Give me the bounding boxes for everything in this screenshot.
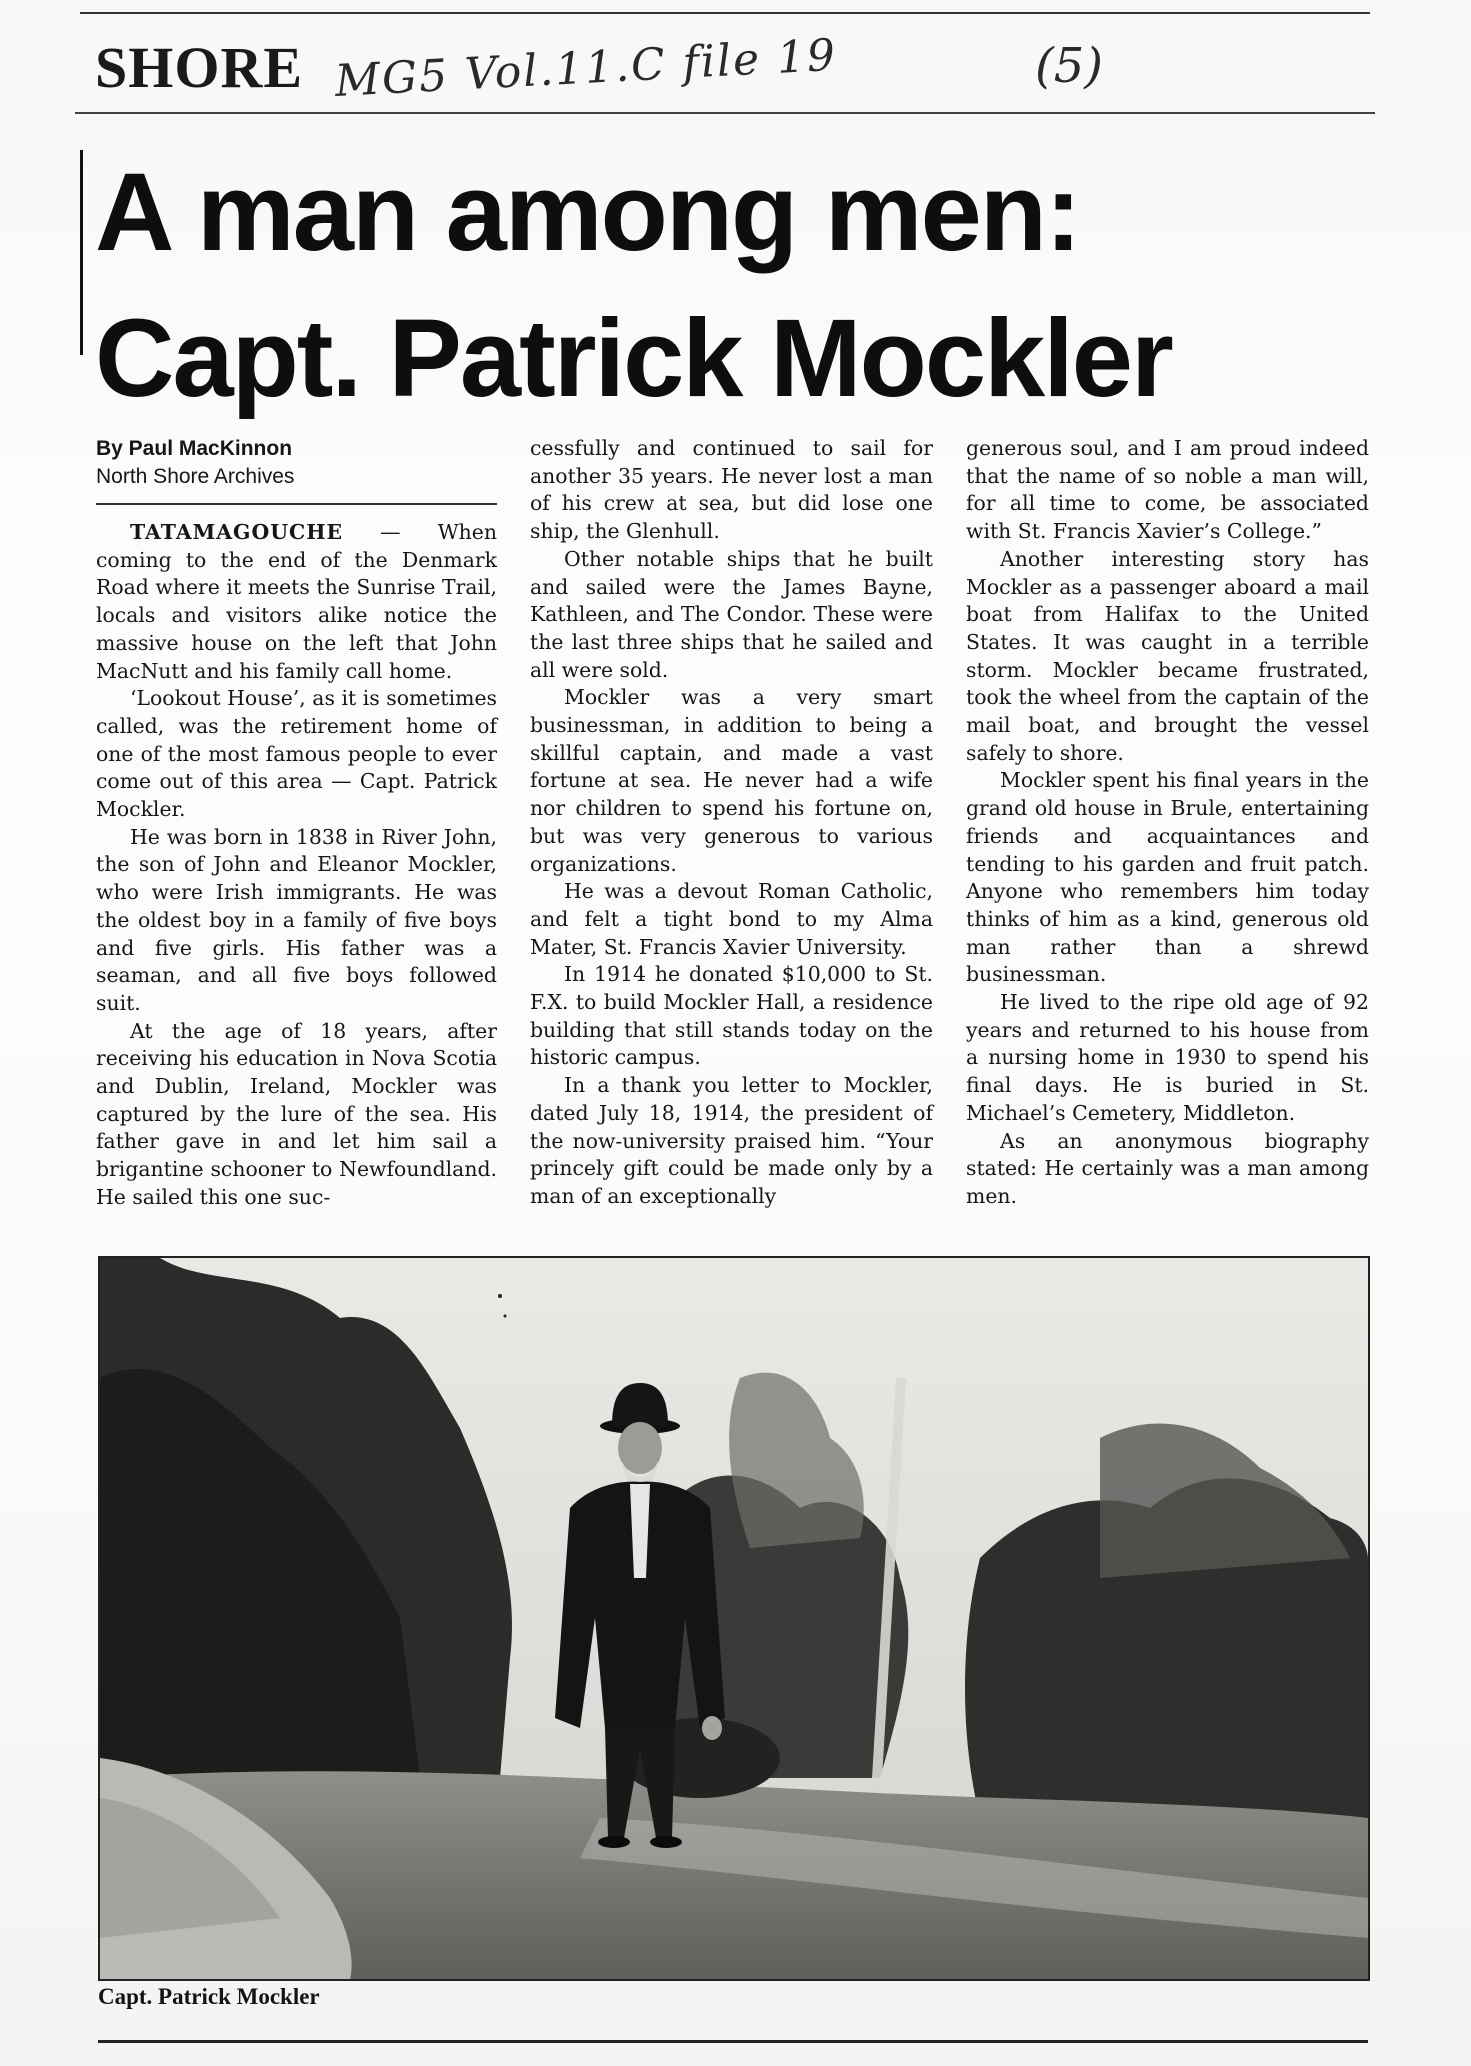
- article-paragraph: [530, 684, 933, 878]
- article-paragraph: [530, 546, 933, 685]
- dateline: TATAMAGOUCHE: [130, 520, 344, 544]
- column-2-paragraphs: [530, 435, 933, 1211]
- paragraph-text: — When coming to the end of the Denmark Road where it meets the Sunrise Trail, locals and visitors alike notice the massive house on the left that John MacNutt and his family call home.: [96, 520, 497, 683]
- headline: [95, 140, 1395, 432]
- article-paragraph: [530, 878, 933, 961]
- paragraph-text: Another interesting story has Mockler as a passenger aboard a mail boat from Halifax to the United States. It was caught in a terrible storm. Mockler became frustrated, took the wheel from the captain of the mail boat, and brought the vessel safely to shore.: [966, 546, 1369, 765]
- column-1-paragraphs: [96, 519, 497, 1212]
- column-3-paragraphs: [966, 435, 1369, 1211]
- paragraph-text: In a thank you letter to Mockler, dated July 18, 1914, the president of the now-university praised him. “Your princely gift could be made only by a man of an exceptionally: [530, 1073, 933, 1208]
- paragraph-text: As an anonymous biography stated: He certainly was a man among men.: [966, 1128, 1369, 1208]
- article-column-3: [966, 435, 1369, 1211]
- headline-accent-bar: [80, 150, 83, 355]
- article-paragraph: [530, 1072, 933, 1211]
- article-paragraph: [966, 435, 1369, 546]
- photo-capt-patrick-mockler: [98, 1256, 1370, 1981]
- paragraph-text: cessfully and continued to sail for another 35 years. He never lost a man of his crew at sea, but did lose one ship, the Glenhull.: [530, 436, 933, 544]
- article-paragraph: [530, 961, 933, 1072]
- byline-rule: [96, 503, 497, 505]
- paragraph-text: He was born in 1838 in River John, the son of John and Eleanor Mockler, who were Irish immigrants. He was the oldest boy in a family of five boys and five girls. His father was a seaman, and all five boys followed suit.: [96, 824, 497, 1015]
- article-column-2: [530, 435, 933, 1211]
- top-rule: [80, 12, 1370, 14]
- paragraph-text: Other notable ships that he built and sailed were the James Bayne, Kathleen, and The Condor. These were the last three ships that he sailed and all were sold.: [530, 546, 933, 682]
- section-label: SHORE: [95, 35, 304, 100]
- paragraph-text: At the age of 18 years, after receiving his education in Nova Scotia and Dublin, Ireland, Mockler was captured by the lure of the sea. His father gave in and let him sail a brigantine schooner to Newfoundland. He sailed this one suc-: [96, 1018, 497, 1209]
- paragraph-text: Mockler spent his final years in the grand old house in Brule, entertaining friends and acquaintances and tending to his garden and fruit patch. Anyone who remembers him today thinks of him as a kind, generous old man rather than a shrewd businessman.: [966, 768, 1369, 987]
- byline-organization: North Shore Archives: [96, 465, 295, 488]
- article-paragraph: [96, 685, 497, 824]
- byline: [96, 435, 497, 491]
- paragraph-text: ‘Lookout House’, as it is sometimes called, was the retirement home of one of the most famous people to ever come out of this area — Capt. Patrick Mockler.: [96, 686, 497, 822]
- paragraph-text: He lived to the ripe old age of 92 years and returned to his house from a nursing home in 1930 to spend his final days. He is buried in St. Michael’s Cemetery, Middleton.: [966, 990, 1369, 1125]
- headline-line-1: A man among men:: [95, 151, 1080, 274]
- article-paragraph: [966, 767, 1369, 989]
- handwritten-archive-note: MG5 Vol.11.C file 19: [333, 29, 839, 107]
- article-column-1: [96, 435, 497, 1212]
- bottom-rule: [98, 2040, 1368, 2043]
- photo-illustration: [100, 1258, 1368, 1979]
- article-paragraph: [966, 546, 1369, 768]
- paragraph-text: Mockler was a very smart businessman, in addition to being a skillful captain, and made a vast fortune at sea. He never had a wife nor children to spend his fortune on, but was very generous to various organizations.: [530, 685, 933, 876]
- paragraph-text: In 1914 he donated $10,000 to St. F.X. to build Mockler Hall, a residence building that still stands today on the historic campus.: [530, 962, 933, 1070]
- article-paragraph: [966, 1128, 1369, 1211]
- handwritten-page-marker: (5): [1035, 38, 1103, 94]
- article-paragraph: [966, 989, 1369, 1128]
- photo-caption: Capt. Patrick Mockler: [98, 1984, 320, 2009]
- article-paragraph: [96, 1018, 497, 1212]
- headline-line-2: Capt. Patrick Mockler: [95, 297, 1172, 420]
- article-paragraph: [530, 435, 933, 546]
- article-paragraph: [96, 824, 497, 1018]
- article-paragraph: [96, 519, 497, 685]
- paragraph-text: He was a devout Roman Catholic, and felt a tight bond to my Alma Mater, St. Francis Xavier University.: [530, 879, 933, 959]
- byline-author: By Paul MacKinnon: [96, 437, 293, 460]
- paragraph-text: generous soul, and I am proud indeed that the name of so noble a man will, for all time to come, be associated with St. Francis Xavier’s College.”: [966, 436, 1369, 544]
- header-rule: [75, 112, 1375, 114]
